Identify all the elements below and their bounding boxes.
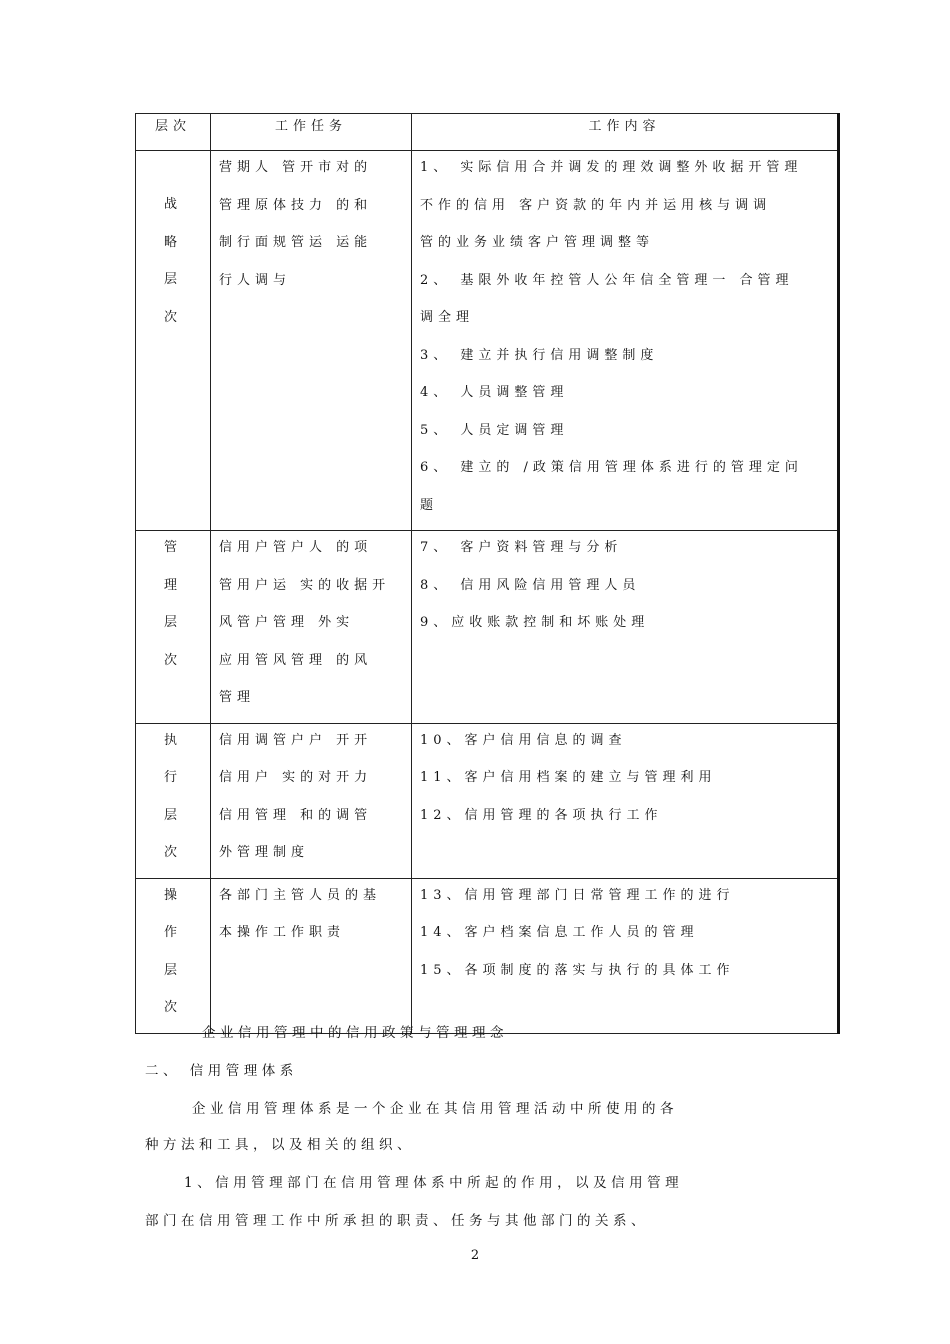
level-char: 执	[163, 732, 182, 748]
content-line: 2、 基限外收年控管人公年信全管理一 合管理	[420, 272, 794, 288]
content-line: 13、信用管理部门日常管理工作的进行	[420, 887, 735, 903]
body-paragraph: 部门在信用管理工作中所承担的职责、任务与其他部门的关系、	[145, 1213, 649, 1229]
content-line: 15、各项制度的落实与执行的具体工作	[420, 962, 735, 978]
task-line: 行人调与	[219, 272, 292, 288]
content-line: 10、客户信用信息的调查	[420, 732, 627, 748]
content-line: 7、 客户资料管理与分析	[420, 540, 623, 555]
task-line: 信用户管户人 的项	[219, 540, 373, 555]
body-paragraph: 企业信用管理中的信用政策与管理理念	[202, 1025, 508, 1041]
task-line: 应用管风管理 的风	[219, 652, 373, 668]
level-char: 次	[163, 845, 182, 860]
content-line: 3、 建立并执行信用调整制度	[420, 347, 659, 363]
content-line: 4、 人员调整管理	[420, 385, 569, 400]
content-cell	[412, 531, 839, 724]
level-cell	[136, 723, 211, 878]
header-level: 层次	[136, 114, 211, 151]
responsibility-table	[135, 113, 840, 1034]
level-char: 作	[163, 925, 182, 940]
content-line: 调全理	[420, 310, 475, 325]
table-row	[136, 151, 839, 531]
level-cell	[136, 878, 211, 1033]
level-char: 次	[163, 309, 182, 325]
content-line: 11、客户信用档案的建立与管理利用	[420, 770, 717, 785]
content-line: 14、客户档案信息工作人员的管理	[420, 925, 699, 940]
task-line: 各部门主管人员的基	[219, 887, 382, 903]
level-char: 战	[163, 197, 182, 212]
level-char: 次	[163, 1000, 182, 1015]
table-row	[136, 723, 839, 878]
level-char: 行	[163, 770, 182, 785]
content-line: 9、应收账款控制和坏账处理	[420, 615, 650, 630]
body-paragraph: 1、信用管理部门在信用管理体系中所起的作用，以及信用管理	[184, 1175, 684, 1191]
task-line: 管理原体技力 的和	[219, 197, 373, 213]
level-char: 操	[163, 887, 182, 903]
header-task: 工作任务	[211, 114, 412, 151]
body-paragraph: 企业信用管理体系是一个企业在其信用管理活动中所使用的各	[192, 1101, 678, 1117]
content-cell	[412, 723, 839, 878]
task-line: 管理	[219, 690, 256, 705]
page-number: 2	[470, 1248, 480, 1263]
content-line: 管的业务业绩客户管理调整等	[420, 235, 655, 250]
level-char: 层	[163, 962, 182, 978]
level-char: 管	[163, 540, 182, 555]
content-cell	[412, 151, 839, 531]
task-line: 信用调管户户 开开	[219, 732, 373, 748]
section-heading: 二、 信用管理体系	[145, 1063, 298, 1079]
task-cell	[211, 531, 412, 724]
table-row	[136, 878, 839, 1033]
task-cell	[211, 723, 412, 878]
table-row	[136, 531, 839, 724]
content-line: 12、信用管理的各项执行工作	[420, 807, 663, 823]
level-char: 次	[163, 652, 182, 668]
task-line: 本操作工作职责	[219, 925, 346, 940]
content-line: 6、 建立的 /政策信用管理体系进行的管理定问	[420, 460, 803, 475]
task-line: 外管理制度	[219, 845, 310, 860]
task-cell	[211, 151, 412, 531]
content-line: 题	[420, 497, 439, 513]
content-line: 不作的信用 客户资款的年内并运用核与调调	[420, 197, 772, 213]
level-char: 层	[163, 807, 182, 823]
content-line: 5、 人员定调管理	[420, 422, 569, 438]
level-cell	[136, 151, 211, 531]
task-line: 营期人 管开市对的	[219, 160, 373, 175]
level-cell	[136, 531, 211, 724]
content-line: 8、 信用风险信用管理人员	[420, 577, 641, 593]
task-line: 管用户运 实的收据开	[219, 577, 391, 593]
task-line: 信用户 实的对开力	[219, 770, 373, 785]
level-char: 层	[163, 615, 182, 630]
task-line: 制行面规管运 运能	[219, 235, 373, 250]
task-line: 信用管理 和的调管	[219, 807, 373, 823]
level-char: 理	[163, 577, 182, 593]
header-content: 工作内容	[412, 114, 839, 151]
task-cell	[211, 878, 412, 1033]
content-line: 1、 实际信用合并调发的理效调整外收据开管理	[420, 160, 803, 175]
table-header-row	[136, 114, 839, 151]
task-line: 风管户管理 外实	[219, 615, 355, 630]
level-char: 层	[163, 272, 182, 287]
level-char: 略	[163, 234, 182, 250]
body-paragraph: 种方法和工具，以及相关的组织、	[145, 1137, 415, 1153]
content-cell	[412, 878, 839, 1033]
